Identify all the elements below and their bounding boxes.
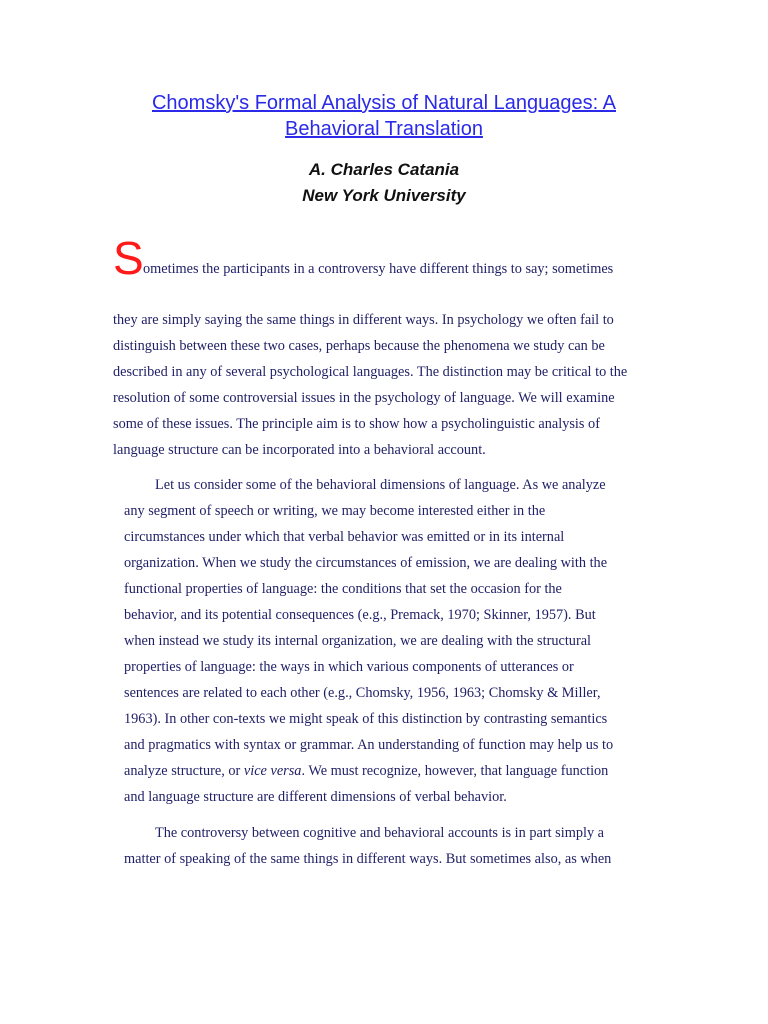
title-line-2[interactable]: Behavioral Translation bbox=[285, 118, 483, 140]
author-affiliation: New York University bbox=[302, 186, 466, 205]
text-line: distinguish between these two cases, perhaps because the phenomena we study can be bbox=[113, 338, 605, 354]
intro-lines bbox=[113, 307, 663, 463]
body-paragraph-3 bbox=[124, 820, 664, 872]
text-line: some of these issues. The principle aim is to show how a psycholinguistic analysis of bbox=[113, 416, 600, 432]
body-paragraph-2 bbox=[124, 472, 664, 810]
text-line: 1963). In other con-texts we might speak of this distinction by contrasting semantics bbox=[124, 711, 608, 727]
text-line: resolution of some controversial issues in the psychology of language. We will examine bbox=[113, 390, 615, 406]
text-line: circumstances under which that verbal behavior was emitted or in its internal bbox=[124, 529, 565, 545]
intro-first-line bbox=[113, 234, 663, 282]
title-line-1[interactable]: Chomsky's Formal Analysis of Natural Languages: A bbox=[151, 92, 617, 114]
drop-cap: S bbox=[113, 232, 144, 284]
text-line: and pragmatics with syntax or grammar. An understanding of function may help us to bbox=[124, 737, 614, 753]
text-line: Let us consider some of the behavioral dimensions of language. As we analyze bbox=[155, 477, 606, 493]
text-line: when instead we study its internal organization, we are dealing with the structural bbox=[124, 633, 592, 649]
text-line: behavior, and its potential consequences (e.g., Premack, 1970; Skinner, 1957). But bbox=[124, 607, 596, 623]
text-line: any segment of speech or writing, we may become interested either in the bbox=[124, 503, 546, 519]
text-line: The controversy between cognitive and behavioral accounts is in part simply a bbox=[155, 825, 605, 841]
text-line: described in any of several psychological languages. The distinction may be critical to the bbox=[113, 364, 628, 380]
text-line: functional properties of language: the conditions that set the occasion for the bbox=[124, 581, 562, 597]
text-line: properties of language: the ways in which various components of utterances or bbox=[124, 659, 574, 675]
text-line bbox=[124, 758, 664, 784]
text-line: and language structure are different dimensions of verbal behavior. bbox=[124, 789, 507, 805]
text-line: they are simply saying the same things in different ways. In psychology we often fail to bbox=[113, 312, 614, 328]
text-fragment: . We must recognize, however, that language function bbox=[301, 763, 609, 779]
text-fragment: analyze structure, or bbox=[124, 763, 244, 779]
author-name: A. Charles Catania bbox=[308, 160, 460, 179]
intro-first-line-text: ometimes the participants in a controversy have different things to say; sometimes bbox=[143, 261, 614, 277]
text-line: language structure can be incorporated into a behavioral account. bbox=[113, 442, 486, 458]
title-link[interactable] bbox=[100, 90, 668, 142]
italic-term: vice versa bbox=[243, 763, 302, 779]
text-line: matter of speaking of the same things in different ways. But sometimes also, as when bbox=[124, 851, 612, 867]
intro-paragraph bbox=[113, 232, 663, 458]
text-line: organization. When we study the circumstances of emission, we are dealing with the bbox=[124, 555, 608, 571]
text-line: sentences are related to each other (e.g., Chomsky, 1956, 1963; Chomsky & Miller, bbox=[124, 685, 601, 701]
